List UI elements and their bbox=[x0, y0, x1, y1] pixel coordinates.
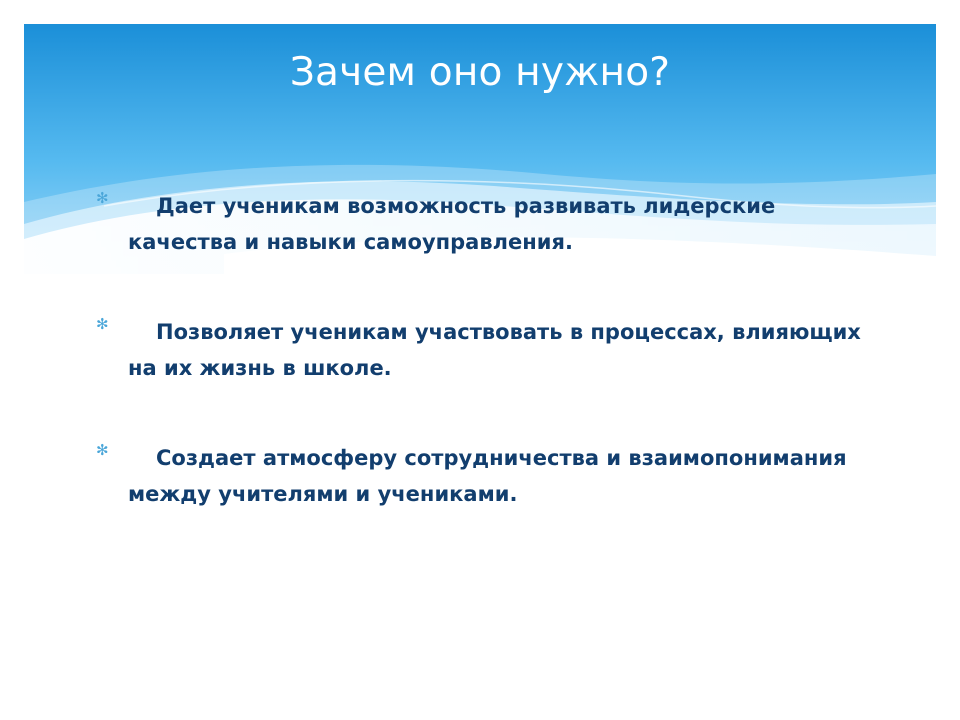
bullet-item bbox=[96, 188, 876, 260]
asterisk-bullet-icon: ✻ bbox=[96, 441, 109, 459]
bullet-item bbox=[96, 440, 876, 512]
slide-title: Зачем оно нужно? bbox=[289, 50, 671, 95]
bullet-text: Позволяет ученикам участвовать в процессах, влияющих на их жизнь в школе. bbox=[128, 320, 861, 380]
asterisk-bullet-icon: ✻ bbox=[96, 315, 109, 333]
bullet-text: Создает атмосферу сотрудничества и взаимопонимания между учителями и учениками. bbox=[128, 446, 847, 506]
bullet-list bbox=[96, 188, 876, 512]
bullet-text: Дает ученикам возможность развивать лидерские качества и навыки самоуправления. bbox=[128, 194, 776, 254]
bullet-item bbox=[96, 314, 876, 386]
asterisk-bullet-icon: ✻ bbox=[96, 189, 109, 207]
